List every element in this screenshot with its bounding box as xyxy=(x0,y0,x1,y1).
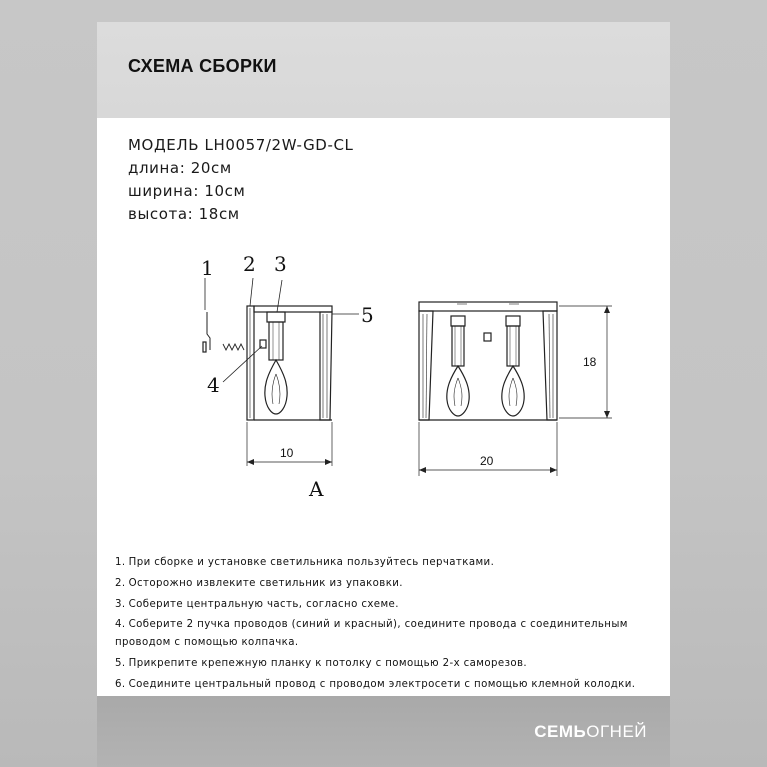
instruction-item: 2. Осторожно извлеките светильник из упаковки. xyxy=(115,578,403,589)
view-label-a: A xyxy=(309,477,324,501)
front-view xyxy=(419,302,612,476)
instruction-item-continued: проводом с помощью колпачка. xyxy=(115,637,299,648)
instruction-item: 5. Прикрепите крепежную планку к потолку с помощью 2-х саморезов. xyxy=(115,658,528,669)
instruction-item: 4. Соберите 2 пучка проводов (синий и красный), соедините провода с соединительным xyxy=(115,619,628,630)
spec-length: длина: 20см xyxy=(128,159,232,177)
assembly-drawing xyxy=(97,22,670,542)
dim-front-height: 18 xyxy=(583,355,597,369)
part-label-2: 2 xyxy=(243,252,256,276)
part-label-5: 5 xyxy=(361,303,374,327)
part-label-4: 4 xyxy=(207,373,220,397)
instruction-item: 1. При сборке и установке светильника пользуйтесь перчатками. xyxy=(115,557,495,568)
brand-logo: СЕМЬОГНЕЙ xyxy=(534,722,647,741)
dim-front-width: 20 xyxy=(480,454,494,468)
page-title: СХЕМА СБОРКИ xyxy=(128,56,277,76)
spec-model: МОДЕЛЬ LH0057/2W-GD-CL xyxy=(128,136,354,154)
instruction-item: 3. Соберите центральную часть, согласно схеме. xyxy=(115,599,399,610)
instruction-card xyxy=(97,22,670,708)
spec-width: ширина: 10см xyxy=(128,182,246,200)
instruction-item: 6. Соедините центральный провод с проводом электросети с помощью клемной колодки. xyxy=(115,679,636,690)
spec-height: высота: 18см xyxy=(128,205,240,223)
part-label-3: 3 xyxy=(274,252,287,276)
dim-side-width: 10 xyxy=(280,446,294,460)
side-view xyxy=(203,278,359,466)
part-label-1: 1 xyxy=(201,256,214,280)
